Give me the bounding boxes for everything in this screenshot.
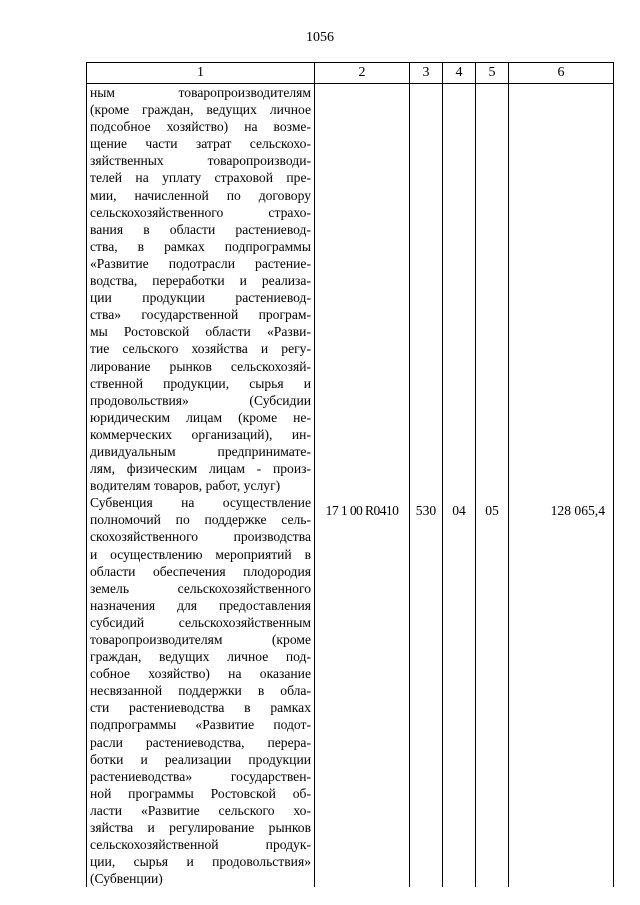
row-description: [87, 84, 315, 495]
description-line: дивидуальным предпринимате-: [90, 443, 311, 459]
description-line: лям, физическим лицам - произ-: [90, 461, 311, 477]
description-line: ботки и реализации продукции: [90, 751, 311, 767]
row-section: [443, 84, 476, 495]
row-subsection: 05: [476, 494, 509, 887]
header-row: [87, 63, 614, 84]
description-line: субсидий сельскохозяйственным: [90, 614, 311, 630]
description-line: подсобное хозяйство) на возме-: [90, 119, 311, 135]
description-line: мии, начисленной по договору: [90, 187, 311, 203]
description-line: зяйства и регулирование рынков: [90, 820, 311, 836]
row-section: 04: [443, 494, 476, 887]
description-line: лирование рынков сельскохозяй-: [90, 358, 311, 374]
header-cell-6: 6: [509, 63, 614, 84]
description-line: земель сельскохозяйственного: [90, 580, 311, 596]
description-line: собное хозяйство) на оказание: [90, 666, 311, 682]
description-line: водства, переработки и реализа-: [90, 273, 311, 289]
row-expense-type: 530: [410, 494, 443, 887]
description-line: граждан, ведущих личное под-: [90, 649, 311, 665]
description-line: телей на уплату страховой пре-: [90, 170, 311, 186]
description-line: сти растениеводства в рамках: [90, 700, 311, 716]
description-line: коммерческих организаций), ин-: [90, 426, 311, 442]
description-line: продовольствия» (Субсидии: [90, 392, 311, 408]
header-cell-3: 3: [410, 63, 443, 84]
description-line: зяйственных товаропроизводи-: [90, 153, 311, 169]
description-line: мы Ростовской области «Разви-: [90, 324, 311, 340]
description-line: расли растениеводства, перера-: [90, 734, 311, 750]
table-row: [87, 494, 614, 887]
description-line: растениеводства» государствен-: [90, 768, 311, 784]
description-line: ласти «Развитие сельского хо-: [90, 802, 311, 818]
row-description: [87, 494, 315, 887]
header-cell-1: 1: [87, 63, 315, 84]
description-line: сельскохозяйственного страхо-: [90, 204, 311, 220]
header-cell-5: 5: [476, 63, 509, 84]
row-amount: 128 065,4: [509, 494, 614, 887]
budget-table: [86, 62, 614, 887]
description-line: ства» государственной програм-: [90, 307, 311, 323]
description-line: назначения для предоставления: [90, 597, 311, 613]
description-line: ции продукции растениевод-: [90, 290, 311, 306]
row-target-code: 17 1 00 R0410: [315, 494, 410, 887]
description-line: ной программы Ростовской об-: [90, 785, 311, 801]
description-line: (кроме граждан, ведущих личное: [90, 102, 311, 118]
description-line: подпрограммы «Развитие подот-: [90, 717, 311, 733]
header-cell-4: 4: [443, 63, 476, 84]
page-number: 1056: [306, 30, 334, 45]
description-line: ственной продукции, сырья и: [90, 375, 311, 391]
description-line: юридическим лицам (кроме не-: [90, 409, 311, 425]
description-line: ции, сырья и продовольствия»: [90, 854, 311, 870]
description-line: вания в области растениевод-: [90, 221, 311, 237]
description-line: Субвенция на осуществление: [90, 495, 311, 511]
header-cell-2: 2: [315, 63, 410, 84]
description-line: тие сельского хозяйства и регу-: [90, 341, 311, 357]
description-line: водителям товаров, работ, услуг): [90, 478, 281, 494]
row-expense-type: [410, 84, 443, 495]
row-amount: [509, 84, 614, 495]
row-subsection: [476, 84, 509, 495]
description-line: ства, в рамках подпрограммы: [90, 238, 311, 254]
description-line: сельскохозяйственной продук-: [90, 837, 311, 853]
description-line: (Субвенции): [90, 871, 163, 887]
description-line: щение части затрат сельскохо-: [90, 136, 311, 152]
description-line: ным товаропроизводителям: [90, 85, 311, 100]
row-target-code: [315, 84, 410, 495]
description-line: и осуществлению мероприятий в: [90, 546, 311, 562]
description-line: товаропроизводителям (кроме: [90, 632, 311, 647]
description-line: полномочий по поддержке сель-: [90, 512, 311, 528]
description-line: несвязанной поддержки в обла-: [90, 683, 311, 699]
description-line: области обеспечения плодородия: [90, 563, 311, 579]
description-line: скохозяйственного производства: [90, 529, 311, 545]
table-row: [87, 84, 614, 495]
description-line: «Развитие подотрасли растение-: [90, 255, 311, 271]
